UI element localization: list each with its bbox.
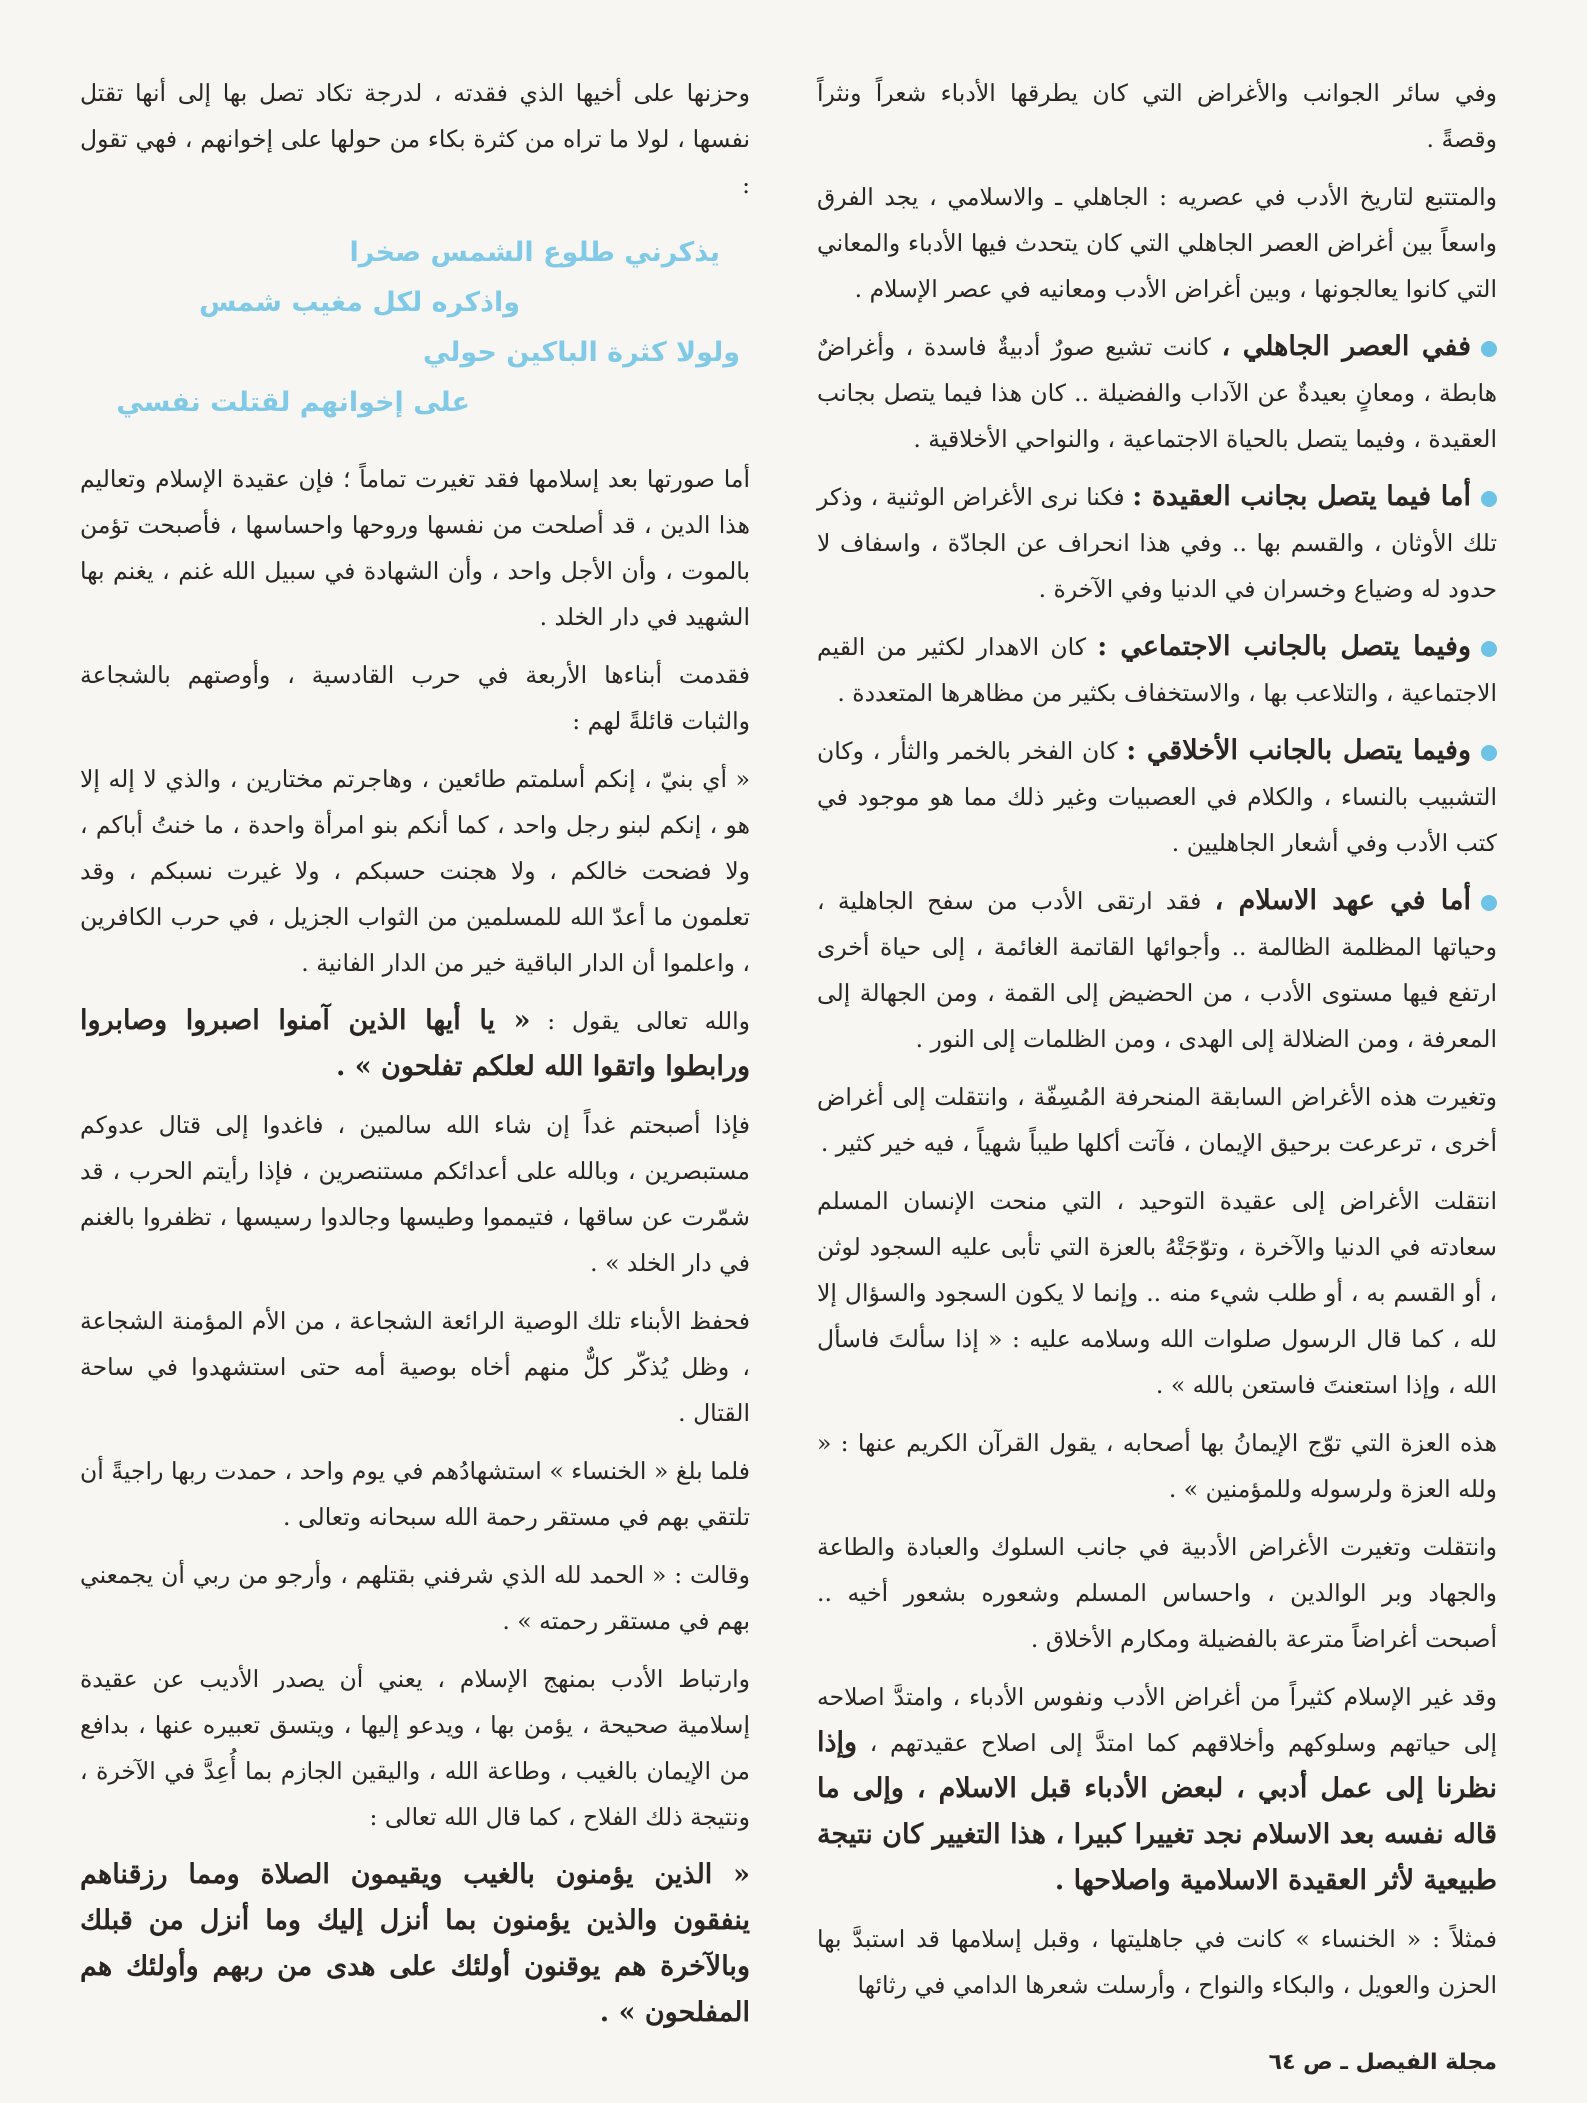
bullet-icon [1481,895,1497,911]
paragraph-text: كانت تشيع صورٌ أدبيةٌ فاسدة ، وأغراضٌ هابطة ، ومعانٍ بعيدةٌ عن الآداب والفضيلة .. كان هذا فيما يتصل بجانب العقيدة ، وفيما يتصل بالحياة الاجتماعية ، والنواحي الأخلاقية . [817,333,1497,453]
bullet-icon [1481,341,1497,357]
bullet-icon [1481,491,1497,507]
quran-verse: « الذين يؤمنون بالغيب ويقيمون الصلاة ومما رزقناهم ينفقون والذين يؤمنون بما أنزل إليك وما أنزل من قبلك وبالآخرة هم يوقنون أولئك على هدى من ربهم وأولئك هم المفلحون » . [80,1859,750,2028]
bullet-icon [1481,641,1497,657]
paragraph [817,878,1497,1062]
page-footer: مجلة الفيصل ـ ص ٦٤ [1268,2050,1497,2075]
paragraph: فحفظ الأبناء تلك الوصية الرائعة الشجاعة ، من الأم المؤمنة الشجاعة ، وظل يُذكّر كلٌّ منهم أخاه بوصية أمه حتى استشهدوا في ساحة القتال . [80,1307,750,1427]
quran-verse: « يا أيها الذين آمنوا اصبروا وصابروا ورابطوا واتقوا الله لعلكم تفلحون » . [80,1005,750,1082]
paragraph [817,324,1497,462]
paragraph-text: كان الفخر بالخمر والثأر ، وكان التشبيب بالنساء ، والكلام في العصبيات وغير ذلك مما هو موجود في كتب الأدب وفي أشعار الجاهليين . [817,737,1497,857]
right-column [817,70,1497,2020]
paragraph: فقدمت أبناءها الأربعة في حرب القادسية ، وأوصتهم بالشجاعة والثبات قائلةً لهم : [80,661,750,735]
lead-heading: ففي العصر الجاهلي ، [1221,331,1471,362]
poem-line: على إخوانهم لقتلت نفسي [116,387,470,418]
lead-heading: أما فيما يتصل بجانب العقيدة : [1132,481,1471,512]
paragraph-text: فقد ارتقى الأدب من سفح الجاهلية ، وحياتها المظلمة الظالمة .. وأجوائها القاتمة الغائمة ، إلى حياة أخرى ارتفع فيها مستوى الأدب ، من الحضيض إلى القمة ، ومن الجهالة إلى المعرفة ، ومن الضلالة إلى الهدى ، ومن الظلمات إلى النور . [817,887,1497,1053]
paragraph: وارتباط الأدب بمنهج الإسلام ، يعني أن يصدر الأديب عن عقيدة إسلامية صحيحة ، يؤمن بها ، ويدعو إليها ، ويتسق تعبيره عنها ، بدافع من الإيمان بالغيب ، وطاعة الله ، واليقين الجازم بما أُعِدَّ في الآخرة ، ونتيجة ذلك الفلاح ، كما قال الله تعالى : [80,1665,750,1831]
left-column [80,70,750,2048]
paragraph: وانتقلت وتغيرت الأغراض الأدبية في جانب السلوك والعبادة والطاعة والجهاد وبر الوالدين ، واحساس المسلم وشعوره بشعور أخيه .. أصبحت أغراضاً مترعة بالفضيلة ومكارم الأخلاق . [817,1533,1497,1653]
paragraph: فإذا أصبحتم غداً إن شاء الله سالمين ، فاغدوا إلى قتال عدوكم مستبصرين ، وبالله على أعدائكم مستنصرين ، فإذا رأيتم الحرب ، قد شمّرت عن ساقها ، فتيمموا وطيسها وجالدوا رسيسها ، تظفروا بالغنم في دار الخلد » . [80,1111,750,1277]
paragraph: وتغيرت هذه الأغراض السابقة المنحرفة المُسِفّة ، وانتقلت إلى أغراض أخرى ، ترعرعت برحيق الإيمان ، فآتت أكلها طيباً شهياً ، فيه خير كثير . [817,1083,1497,1157]
lead-heading: وفيما يتصل بالجانب الاجتماعي : [1097,631,1471,662]
poem [80,228,750,428]
paragraph-text: والله تعالى يقول : [547,1007,750,1035]
paragraph: فمثلاً : « الخنساء » كانت في جاهليتها ، وقبل إسلامها قد استبدَّ بها الحزن والعويل ، والبكاء والنواح ، وأرسلت شعرها الدامي في رثائها [817,1925,1497,1999]
paragraph-bold-text: وإذا نظرنا إلى عمل أدبي ، لبعض الأدباء قبل الاسلام ، وإلى ما قاله نفسه بعد الاسلام نجد تغييرا كبيرا ، هذا التغيير كان نتيجة طبيعية لأثر العقيدة الاسلامية واصلاحها . [817,1727,1497,1896]
paragraph-text: وقد غير الإسلام كثيراً من أغراض الأدب ونفوس الأدباء ، وامتدَّ اصلاحه إلى حياتهم وسلوكهم وأخلاقهم كما امتدَّ إلى اصلاح عقيدتهم ، [817,1683,1497,1757]
paragraph: فلما بلغ « الخنساء » استشهادُهم في يوم واحد ، حمدت ربها راجيةً أن تلتقي بهم في مستقر رحمة الله سبحانه وتعالى . [80,1457,750,1531]
paragraph: انتقلت الأغراض إلى عقيدة التوحيد ، التي منحت الإنسان المسلم سعادته في الدنيا والآخرة ، وتوّجَتْهُ بالعزة التي تأبى عليه السجود لوثن ، أو القسم به ، أو طلب شيء منه .. وإنما لا يكون السجود والسؤال إلا لله ، كما قال الرسول صلوات الله وسلامه عليه : « إذا سألتَ فاسأل الله ، وإذا استعنتَ فاستعن بالله » . [817,1187,1497,1399]
paragraph: أما صورتها بعد إسلامها فقد تغيرت تماماً ؛ فإن عقيدة الإسلام وتعاليم هذا الدين ، قد أصلحت من نفسها وروحها واحساسها ، فأصبحت تؤمن بالموت ، وأن الأجل واحد ، وأن الشهادة في سبيل الله غنم ، يغنم بها الشهيد في دار الخلد . [80,465,750,631]
poem-line: واذكره لكل مغيب شمس [199,287,520,318]
paragraph [817,474,1497,612]
poem-line: ولولا كثرة الباكين حولي [422,337,740,368]
paragraph: وحزنها على أخيها الذي فقدته ، لدرجة تكاد تصل بها إلى أنها تقتل نفسها ، لولا ما تراه من كثرة بكاء من حولها على إخوانهم ، فهي تقول : [80,79,750,199]
paragraph [817,728,1497,866]
paragraph-text: فكنا نرى الأغراض الوثنية ، وذكر تلك الأوثان ، والقسم بها .. وفي هذا انحراف عن الجادّة ، واسفاف لا حدود له وضياع وخسران في الدنيا وفي الآخرة . [817,483,1497,603]
paragraph [80,998,750,1090]
bullet-icon [1481,745,1497,761]
paragraph: « أي بنيّ ، إنكم أسلمتم طائعين ، وهاجرتم مختارين ، والذي لا إله إلا هو ، إنكم لبنو رجل واحد ، كما أنكم بنو امرأة واحدة ، ما خنتُ أباكم ، ولا فضحت خالكم ، ولا هجنت حسبكم ، ولا غيرت نسبكم ، وقد تعلمون ما أعدّ الله للمسلمين من الثواب الجزيل ، في حرب الكافرين ، واعلموا أن الدار الباقية خير من الدار الفانية . [80,765,750,977]
paragraph-text: كان الاهدار لكثير من القيم الاجتماعية ، والتلاعب بها ، والاستخفاف بكثير من مظاهرها المتعددة . [817,633,1497,707]
paragraph: هذه العزة التي توّج الإيمانُ بها أصحابه ، يقول القرآن الكريم عنها : « ولله العزة ولرسوله وللمؤمنين » . [817,1429,1497,1503]
paragraph: والمتتبع لتاريخ الأدب في عصريه : الجاهلي ـ والاسلامي ، يجد الفرق واسعاً بين أغراض العصر الجاهلي التي كان يتحدث فيها الأدباء والمعاني التي كانوا يعالجونها ، وبين أغراض الأدب ومعانيه في عصر الإسلام . [817,183,1497,303]
lead-heading: أما في عهد الاسلام ، [1214,885,1471,916]
poem-line: يذكرني طلوع الشمس صخرا [349,237,720,268]
paragraph: وفي سائر الجوانب والأغراض التي كان يطرقها الأدباء شعراً ونثراً وقصةً . [817,79,1497,153]
lead-heading: وفيما يتصل بالجانب الأخلاقي : [1126,735,1471,766]
paragraph: وقالت : « الحمد لله الذي شرفني بقتلهم ، وأرجو من ربي أن يجمعني بهم في مستقر رحمته » . [80,1561,750,1635]
paragraph [817,624,1497,716]
paragraph [817,1674,1497,1904]
